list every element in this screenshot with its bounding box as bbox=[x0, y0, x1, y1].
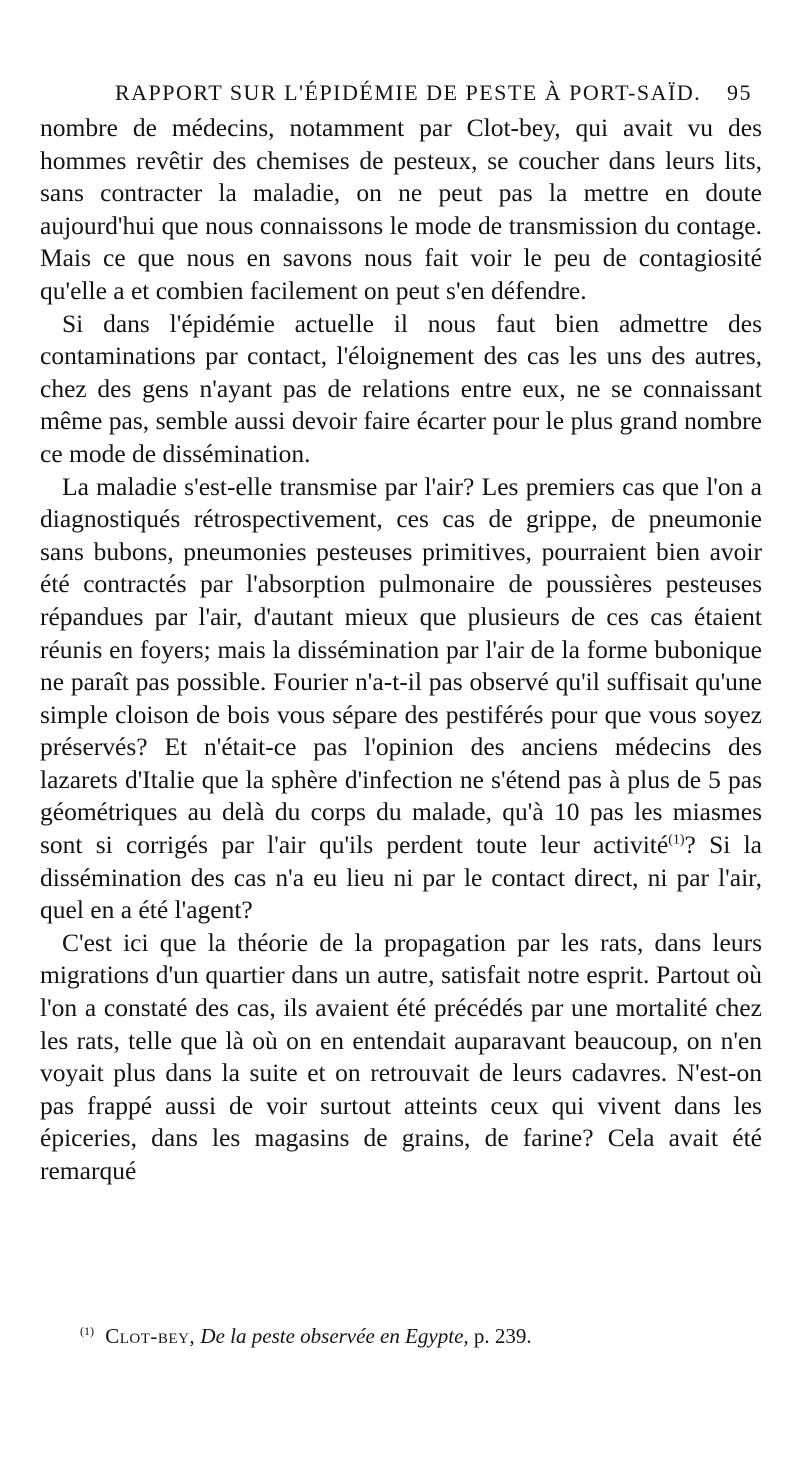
footnote-author: Clot-bey, bbox=[105, 1324, 196, 1348]
running-head: RAPPORT SUR L'ÉPIDÉMIE DE PESTE À PORT-SAÏD. bbox=[115, 80, 702, 105]
paragraph-3-text-after-ref: ? Si la dissémination des cas n'a eu lieu ni par le contact direct, ni par l'air, quel en a été l'agent? bbox=[40, 830, 762, 925]
paragraph-1: nombre de médecins, notamment par Clot-bey, qui avait vu des hommes revêtir des chemises de pesteux, se coucher dans leurs lits, sans contracter la maladie, on ne peut pas la mettre en doute aujourd'hui que nous connaissons le mode de transmission du contage. Mais ce que nous en savons nous fait voir le peu de contagiosité qu'elle a et combien facilement on peut s'en défendre. bbox=[40, 113, 762, 305]
page-header bbox=[40, 68, 760, 108]
footnote-reference[interactable]: (1) bbox=[668, 832, 685, 848]
paragraph-3-text-before-ref: La maladie s'est-elle transmise par l'air? Les premiers cas que l'on a diagnostiqués rétrospectivement, ces cas de grippe, de pneumonie sans bubons, pneumonies pesteuses primitives, pourraient bien avoir été contractés par l'absorption pulmonaire de poussières pesteuses répandues par l'air, d'autant mieux que plusieurs de ces cas étaient réunis en foyers; mais la dissémination par l'air de la forme bubonique ne paraît pas possible. Fourier n'a-t-il pas observé qu'il suffisait qu'une simple cloison de bois vous sépare des pestiférés pour que vous soyez préservés? Et n'était-ce pas l'opinion des anciens médecins des lazarets d'Italie que la sphère d'infection ne s'étend pas à plus de 5 pas géométriques au delà du corps du malade, qu'à 10 pas les miasmes sont si corrigés par l'air qu'ils perdent toute leur activité bbox=[40, 471, 762, 860]
paragraph-2: Si dans l'épidémie actuelle il nous faut bien admettre des contaminations par contact, l'éloignement des cas les uns des autres, chez des gens n'ayant pas de relations entre eux, ne se connaissant même pas, semble aussi devoir faire écarter pour le plus grand nombre ce mode de dissémination. bbox=[40, 308, 762, 468]
footnote-marker: (1) bbox=[80, 1324, 94, 1338]
paragraph-4: C'est ici que la théorie de la propagation par les rats, dans leurs migrations d'un quartier dans un autre, satisfait notre esprit. Partout où l'on a constaté des cas, ils avaient été précédés par une mortalité chez les rats, telle que là où on en entendait auparavant beaucoup, on n'en voyait plus dans la suite et on retrouvait de leurs cadavres. N'est-on pas frappé aussi de voir surtout atteints ceux qui vivent dans les épiceries, dans les magasins de grains, de farine? Cela avait été remarqué bbox=[40, 927, 762, 1185]
footnote bbox=[80, 1322, 760, 1350]
page-number: 95 bbox=[727, 80, 752, 105]
paragraph-3 bbox=[40, 471, 762, 927]
footnote-page: p. 239. bbox=[473, 1324, 532, 1348]
body-text bbox=[40, 112, 762, 1188]
footnote-title: De la peste observée en Egypte, bbox=[200, 1324, 469, 1348]
